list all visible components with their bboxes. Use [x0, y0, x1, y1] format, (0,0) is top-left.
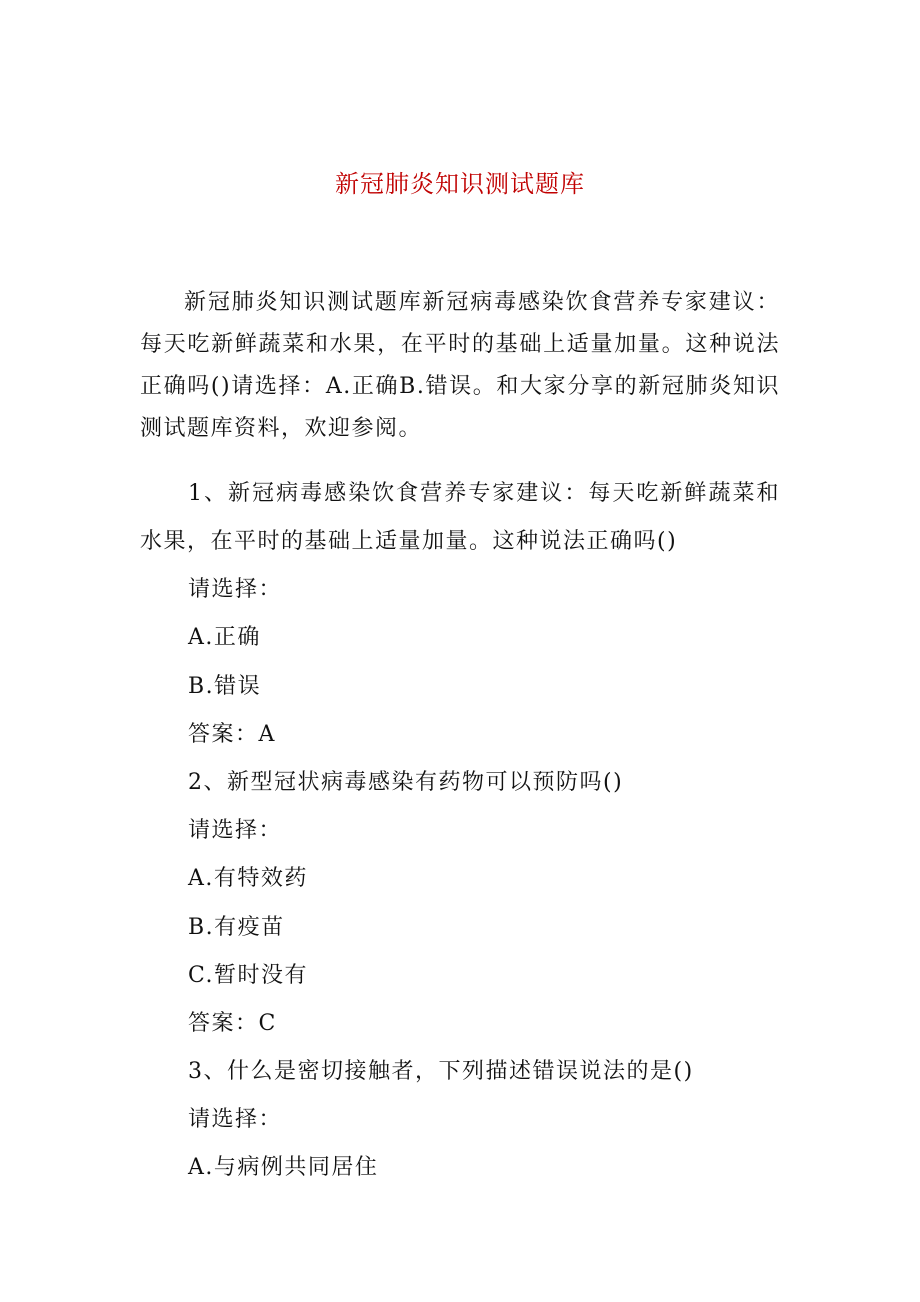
question-2-option-a: A.有特效药	[188, 866, 308, 891]
question-1-option-b: B.错误	[188, 674, 262, 699]
question-1-prompt: 请选择：	[188, 577, 283, 602]
question-1-stem: 1、新冠病毒感染饮食营养专家建议：每天吃新鲜蔬菜和水果，在平时的基础上适量加量。这种说法正确吗()	[140, 481, 780, 554]
question-2-prompt: 请选择：	[188, 818, 283, 843]
question-1-answer: 答案：A	[188, 722, 276, 747]
question-2-option-c: C.暂时没有	[188, 963, 309, 988]
document-title: 新冠肺炎知识测试题库	[335, 170, 585, 198]
question-1-option-a: A.正确	[188, 625, 261, 650]
question-3-option-a: A.与病例共同居住	[188, 1155, 379, 1180]
question-2-stem: 2、新型冠状病毒感染有药物可以预防吗()	[188, 770, 624, 795]
question-2-answer: 答案：C	[188, 1011, 277, 1036]
question-3-stem: 3、什么是密切接触者，下列描述错误说法的是()	[188, 1059, 694, 1084]
question-3-prompt: 请选择：	[188, 1107, 283, 1132]
intro-paragraph: 新冠肺炎知识测试题库新冠病毒感染饮食营养专家建议：每天吃新鲜蔬菜和水果，在平时的基础上适量加量。这种说法正确吗()请选择：A.正确B.错误。和大家分享的新冠肺炎知识测试题库资料，欢迎参阅。	[140, 290, 780, 441]
question-2-option-b: B.有疫苗	[188, 915, 285, 940]
